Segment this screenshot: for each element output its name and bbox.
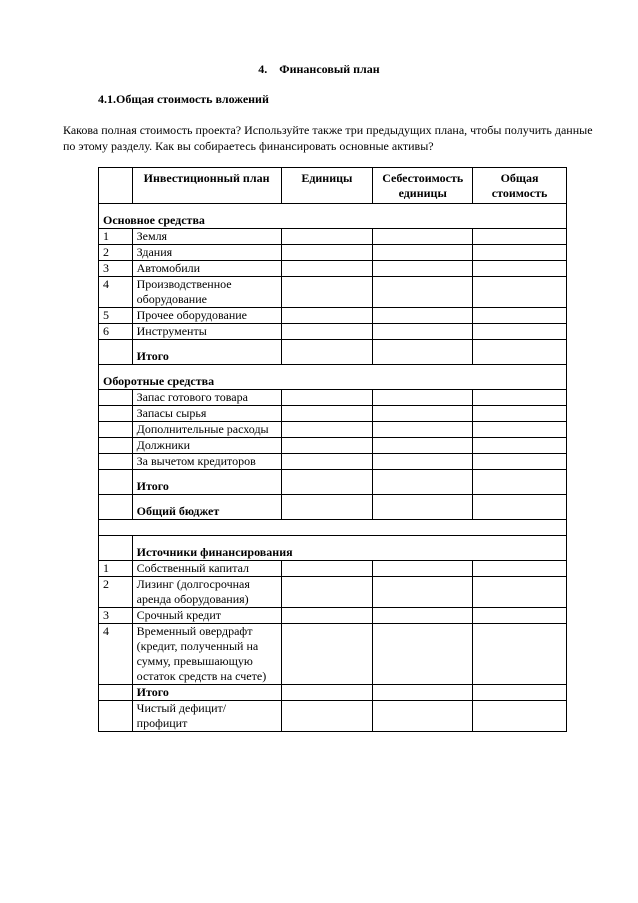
cell-unit-cost[interactable]	[373, 390, 473, 406]
cell-unit-cost[interactable]	[373, 340, 473, 365]
row-num: 4	[99, 624, 133, 685]
row-num	[99, 685, 133, 701]
total-label: Итого	[132, 340, 281, 365]
header-total-cost: Общая стоимость	[473, 168, 567, 204]
row-num: 1	[99, 229, 133, 245]
cell-total[interactable]	[473, 454, 567, 470]
table-header-row	[99, 168, 567, 204]
cell-total[interactable]	[473, 261, 567, 277]
cell-total[interactable]	[473, 422, 567, 438]
cell-units[interactable]	[281, 422, 373, 438]
cell-unit-cost[interactable]	[373, 685, 473, 701]
header-investment-plan: Инвестиционный план	[132, 168, 281, 204]
net-row	[99, 701, 567, 732]
cell-units[interactable]	[281, 261, 373, 277]
cell-unit-cost[interactable]	[373, 608, 473, 624]
cell-units[interactable]	[281, 229, 373, 245]
total-row-financing	[99, 685, 567, 701]
total-label: Итого	[132, 470, 281, 495]
cell-unit-cost[interactable]	[373, 277, 473, 308]
row-num: 2	[99, 245, 133, 261]
cell-unit-cost[interactable]	[373, 308, 473, 324]
cell-total[interactable]	[473, 406, 567, 422]
total-label: Итого	[132, 685, 281, 701]
cell-units[interactable]	[281, 340, 373, 365]
section-label-fixed-assets: Основное средства	[99, 204, 567, 229]
row-num	[99, 470, 133, 495]
row-num	[99, 390, 133, 406]
row-label: Автомобили	[132, 261, 281, 277]
cell-units[interactable]	[281, 561, 373, 577]
cell-total[interactable]	[473, 438, 567, 454]
table-row	[99, 324, 567, 340]
cell-total[interactable]	[473, 470, 567, 495]
cell-total[interactable]	[473, 245, 567, 261]
cell-unit-cost[interactable]	[373, 577, 473, 608]
intro-paragraph: Какова полная стоимость проекта? Используйте также три предыдущих плана, чтобы получить данные по этому разделу. Как вы собираетесь финансировать основные активы?	[63, 123, 593, 153]
header-units: Единицы	[281, 168, 373, 204]
cell-unit-cost[interactable]	[373, 261, 473, 277]
section-number: 4.	[258, 62, 268, 76]
cell-total[interactable]	[473, 277, 567, 308]
cell-total[interactable]	[473, 308, 567, 324]
cell-total[interactable]	[473, 685, 567, 701]
table-row	[99, 229, 567, 245]
total-budget-label: Общий бюджет	[132, 495, 281, 520]
row-num	[99, 701, 133, 732]
table-row	[99, 406, 567, 422]
table-row	[99, 277, 567, 308]
cell-unit-cost[interactable]	[373, 495, 473, 520]
net-label: Чистый дефицит/ профицит	[132, 701, 281, 732]
row-num: 6	[99, 324, 133, 340]
cell-units[interactable]	[281, 608, 373, 624]
cell-total[interactable]	[473, 324, 567, 340]
cell-total[interactable]	[473, 577, 567, 608]
total-budget-row	[99, 495, 567, 520]
row-label: Дополнительные расходы	[132, 422, 281, 438]
cell-unit-cost[interactable]	[373, 624, 473, 685]
spacer-cell	[99, 520, 567, 536]
cell-units[interactable]	[281, 277, 373, 308]
cell-total[interactable]	[473, 229, 567, 245]
cell-units[interactable]	[281, 701, 373, 732]
cell-units[interactable]	[281, 245, 373, 261]
table-row	[99, 390, 567, 406]
section-row-financing	[99, 536, 567, 561]
row-num	[99, 406, 133, 422]
section-heading	[0, 62, 638, 77]
cell-unit-cost[interactable]	[373, 701, 473, 732]
cell-units[interactable]	[281, 390, 373, 406]
cell-total[interactable]	[473, 624, 567, 685]
row-num	[99, 422, 133, 438]
subsection-heading: 4.1.Общая стоимость вложений	[98, 92, 269, 106]
row-num: 3	[99, 261, 133, 277]
cell-units[interactable]	[281, 577, 373, 608]
cell-unit-cost[interactable]	[373, 561, 473, 577]
cell-unit-cost[interactable]	[373, 406, 473, 422]
row-label: Собственный капитал	[132, 561, 281, 577]
section-row-working-capital	[99, 365, 567, 390]
table-row	[99, 438, 567, 454]
row-num	[99, 438, 133, 454]
section-title: Финансовый план	[279, 62, 380, 76]
table-row	[99, 561, 567, 577]
table-row	[99, 454, 567, 470]
table-row	[99, 261, 567, 277]
row-label: Временный овердрафт (кредит, полученный на сумму, превышающую остаток средств на счете)	[132, 624, 281, 685]
cell-unit-cost[interactable]	[373, 324, 473, 340]
row-num: 3	[99, 608, 133, 624]
cell-units[interactable]	[281, 624, 373, 685]
cell-units[interactable]	[281, 406, 373, 422]
row-label: Здания	[132, 245, 281, 261]
cell-units[interactable]	[281, 685, 373, 701]
cell-unit-cost[interactable]	[373, 245, 473, 261]
row-label: Производственное оборудование	[132, 277, 281, 308]
cell-total[interactable]	[473, 495, 567, 520]
cell-units[interactable]	[281, 454, 373, 470]
table-row	[99, 245, 567, 261]
row-label: Должники	[132, 438, 281, 454]
cell-units[interactable]	[281, 324, 373, 340]
cell-units[interactable]	[281, 308, 373, 324]
cell-unit-cost[interactable]	[373, 422, 473, 438]
table-row	[99, 308, 567, 324]
cell-total[interactable]	[473, 608, 567, 624]
table-row	[99, 608, 567, 624]
row-num: 5	[99, 308, 133, 324]
row-label: Прочее оборудование	[132, 308, 281, 324]
cell-units[interactable]	[281, 470, 373, 495]
row-label: Лизинг (долгосрочная аренда оборудования)	[132, 577, 281, 608]
cell-unit-cost[interactable]	[373, 454, 473, 470]
cell-total[interactable]	[473, 701, 567, 732]
cell-total[interactable]	[473, 390, 567, 406]
table-row	[99, 422, 567, 438]
section-label-financing: Источники финансирования	[132, 536, 566, 561]
row-label: Инструменты	[132, 324, 281, 340]
row-num	[99, 536, 133, 561]
row-num	[99, 454, 133, 470]
table-row	[99, 577, 567, 608]
total-row-fixed-assets	[99, 340, 567, 365]
row-label: За вычетом кредиторов	[132, 454, 281, 470]
total-row-working-capital	[99, 470, 567, 495]
cell-units[interactable]	[281, 495, 373, 520]
table-row	[99, 624, 567, 685]
cell-unit-cost[interactable]	[373, 470, 473, 495]
row-num: 4	[99, 277, 133, 308]
section-row-fixed-assets	[99, 204, 567, 229]
row-num: 2	[99, 577, 133, 608]
header-num	[99, 168, 133, 204]
spacer-row	[99, 520, 567, 536]
investment-table	[98, 167, 567, 732]
row-label: Срочный кредит	[132, 608, 281, 624]
row-num: 1	[99, 561, 133, 577]
cell-unit-cost[interactable]	[373, 438, 473, 454]
row-num	[99, 340, 133, 365]
row-label: Запасы сырья	[132, 406, 281, 422]
row-label: Земля	[132, 229, 281, 245]
cell-unit-cost[interactable]	[373, 229, 473, 245]
header-unit-cost: Себестоимость единицы	[373, 168, 473, 204]
cell-units[interactable]	[281, 438, 373, 454]
cell-total[interactable]	[473, 340, 567, 365]
cell-total[interactable]	[473, 561, 567, 577]
section-label-working-capital: Оборотные средства	[99, 365, 567, 390]
row-num	[99, 495, 133, 520]
row-label: Запас готового товара	[132, 390, 281, 406]
